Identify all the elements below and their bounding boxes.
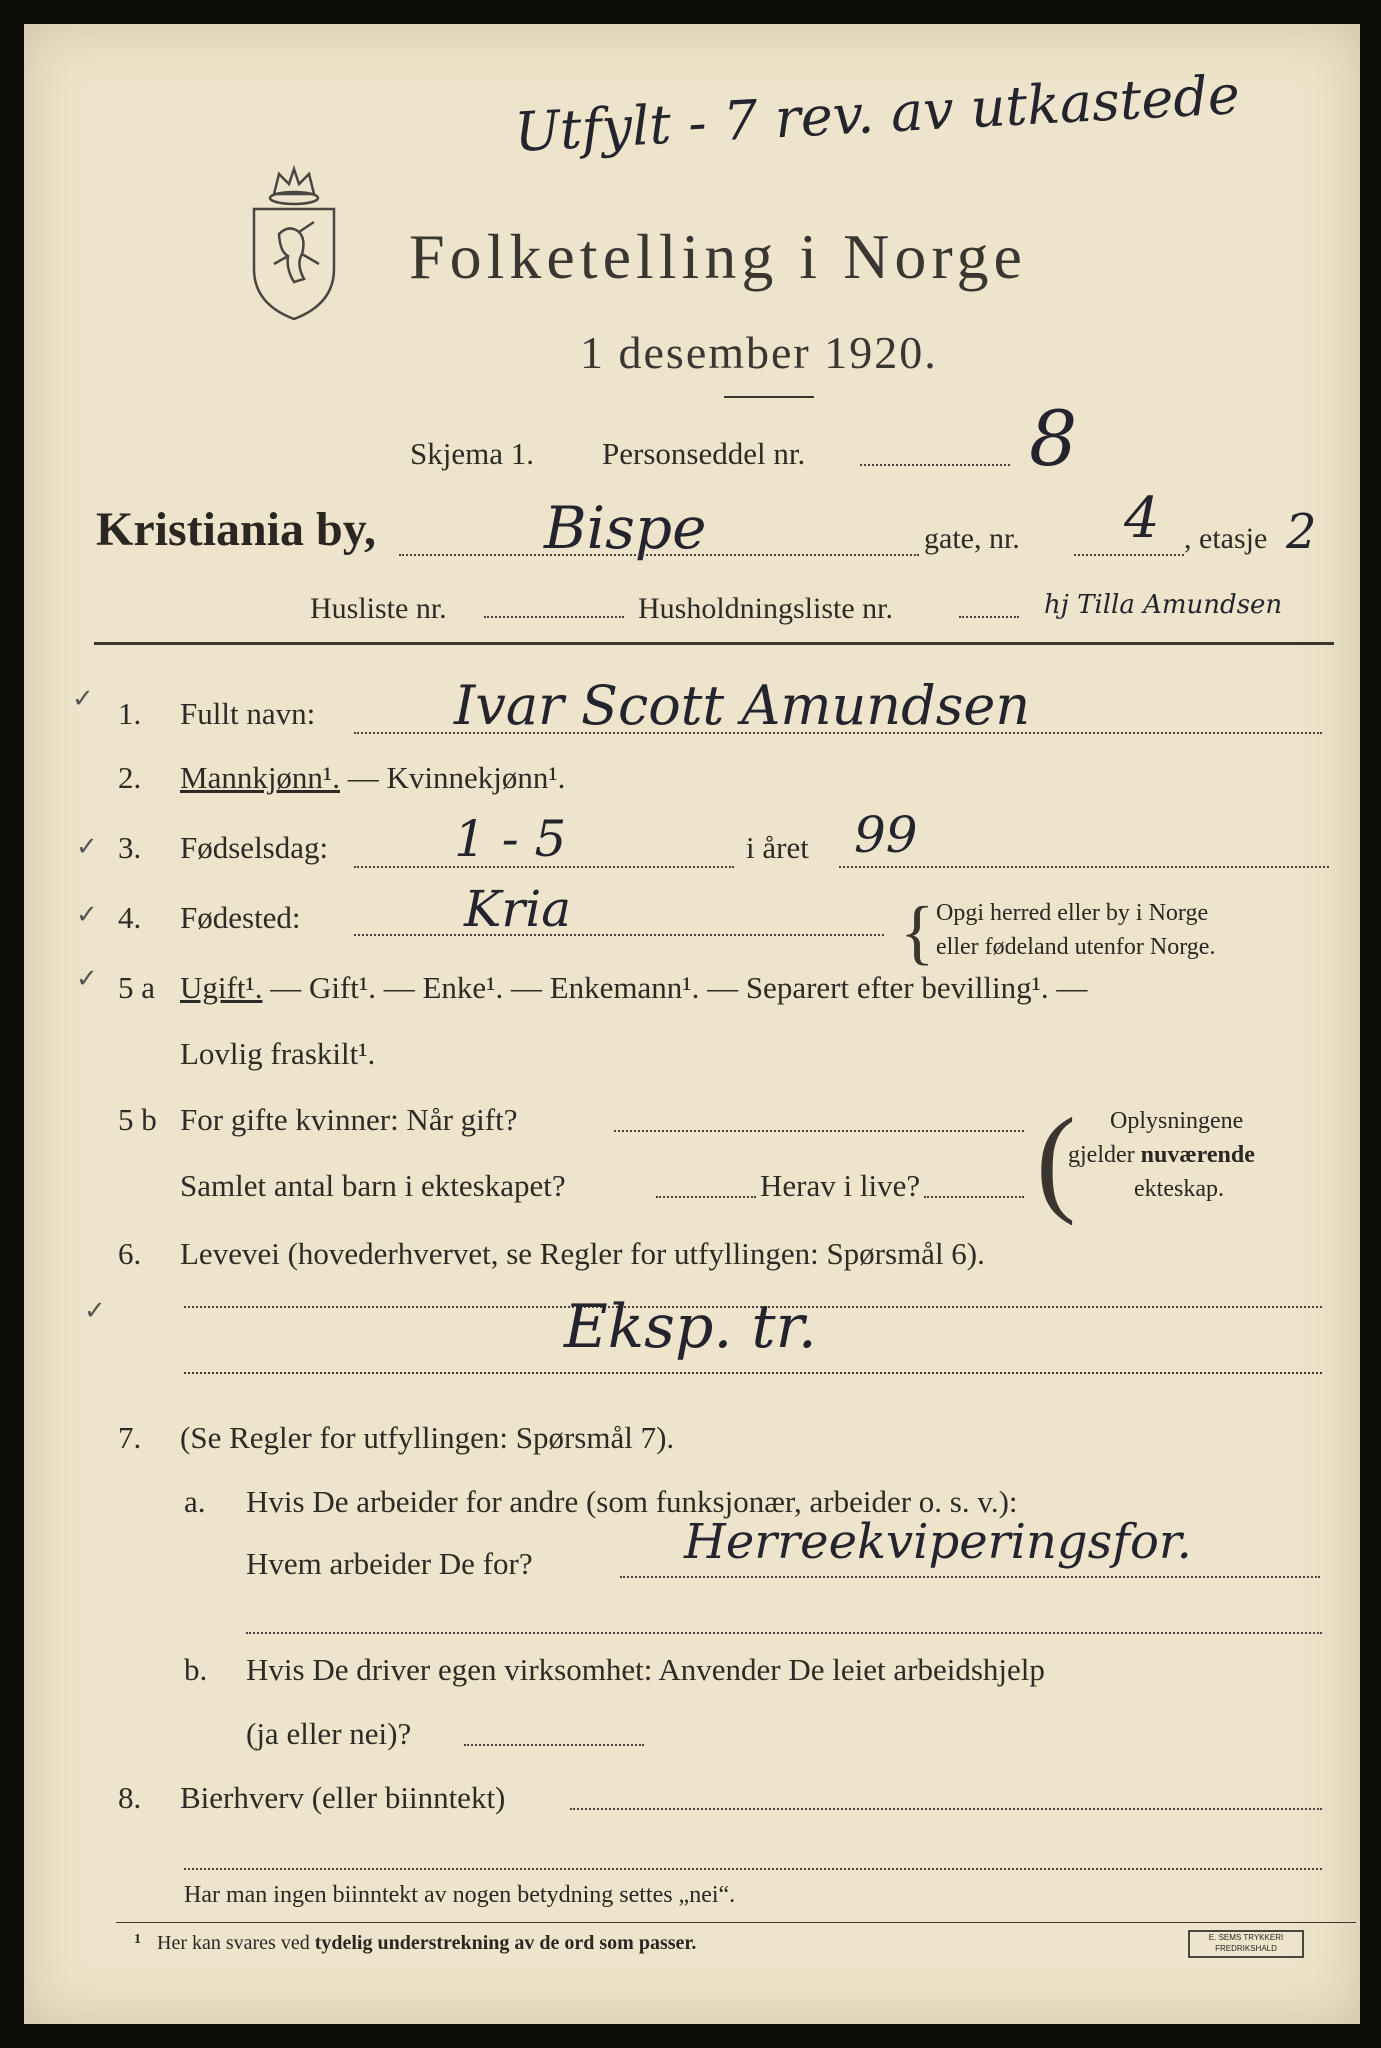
option-ugift[interactable]: Ugift¹. <box>180 970 263 1005</box>
q8-number: 8. <box>118 1780 142 1815</box>
q3-number: 3. <box>118 830 142 865</box>
husliste-label: Husliste nr. <box>310 592 447 625</box>
q1-number: 1. <box>118 696 142 731</box>
no-income-note: Har man ingen biinntekt av nogen betydning settes „nei“. <box>184 1882 736 1908</box>
year-dots <box>839 866 1329 868</box>
q5a-options <box>180 970 1087 1006</box>
q5a-number: 5 a <box>118 970 156 1005</box>
q4-label: Fødested: <box>180 900 301 935</box>
husliste-dots <box>484 616 624 618</box>
personseddel-value[interactable]: 8 <box>1029 394 1078 483</box>
check-mark-icon: ✓ <box>76 832 98 862</box>
footer-separator <box>116 1922 1356 1923</box>
etasje-label: , etasje <box>1184 522 1268 555</box>
birthdate-value[interactable]: 1 - 5 <box>454 810 567 868</box>
brace-q5b: ( <box>1036 1093 1076 1226</box>
q7-number: 7. <box>118 1420 142 1455</box>
footnote <box>134 1932 696 1955</box>
q6-label: Levevei (hovederhvervet, se Regler for utfyllingen: Spørsmål 6). <box>180 1236 985 1271</box>
q5b-number: 5 b <box>118 1102 157 1137</box>
birthplace-dots <box>354 934 884 936</box>
q7b-label: Hvis De driver egen virksomhet: Anvender De leiet arbeidshjelp <box>246 1652 1045 1687</box>
side-income-dots-2 <box>184 1868 1322 1870</box>
q2-number: 2. <box>118 760 142 795</box>
q5b-note-2b: nuværende <box>1140 1142 1255 1168</box>
option-lovlig-fraskilt[interactable]: Lovlig fraskilt¹. <box>180 1036 376 1071</box>
q2-separator: — <box>339 760 387 795</box>
gate-label: gate, nr. <box>924 522 1020 555</box>
house-number-value[interactable]: 4 <box>1124 486 1160 551</box>
q7a-label: Hvis De arbeider for andre (som funksjonær, arbeider o. s. v.): <box>246 1484 1018 1519</box>
q5b-note-2 <box>1068 1142 1255 1169</box>
q7-label: (Se Regler for utfyllingen: Spørsmål 7). <box>180 1420 675 1455</box>
q5b-note-2a: gjelder <box>1068 1142 1141 1168</box>
birthplace-value[interactable]: Kria <box>464 880 572 938</box>
occupation-line-2 <box>184 1372 1322 1374</box>
personseddel-dots <box>860 464 1010 466</box>
header-separator <box>94 642 1334 645</box>
check-mark-icon: ✓ <box>84 1296 106 1326</box>
form-title: Folketelling i Norge <box>409 221 1027 292</box>
check-mark-icon: ✓ <box>76 900 98 930</box>
etasje-value[interactable]: 2 <box>1286 504 1317 560</box>
employer-value[interactable]: Herreekviperingsfor. <box>684 1514 1192 1570</box>
occupation-value[interactable]: Eksp. tr. <box>564 1292 817 1362</box>
birth-year-value[interactable]: 99 <box>854 806 918 864</box>
husholdning-dots <box>959 616 1019 618</box>
q1-label: Fullt navn: <box>180 696 316 731</box>
city-label: Kristiania by, <box>96 503 377 556</box>
house-number-dots <box>1074 554 1184 556</box>
side-income-dots <box>570 1808 1322 1810</box>
birthplace-note-2: eller fødeland utenfor Norge. <box>936 934 1216 960</box>
check-mark-icon: ✓ <box>72 684 94 714</box>
footnote-text-b: tydelig understrekning av de ord som passer. <box>314 1932 697 1954</box>
census-form-page <box>24 24 1360 2024</box>
handwritten-annotation: Utfylt - 7 rev. av utkastede <box>512 63 1242 164</box>
street-name-value[interactable]: Bispe <box>544 494 707 562</box>
q6-number: 6. <box>118 1236 142 1271</box>
year-label: i året <box>746 830 809 865</box>
birthplace-note-1: Opgi herred eller by i Norge <box>936 900 1209 926</box>
footnote-mark: 1 <box>134 1932 141 1947</box>
employer-dots <box>620 1576 1320 1578</box>
full-name-value[interactable]: Ivar Scott Amundsen <box>454 674 1031 737</box>
hired-help-dots <box>464 1744 644 1746</box>
q3-label: Fødselsdag: <box>180 830 329 865</box>
children-label: Samlet antal barn i ekteskapet? <box>180 1168 566 1203</box>
schema-label: Skjema 1. <box>410 436 534 471</box>
alive-label: Herav i live? <box>760 1168 921 1203</box>
coat-of-arms-icon <box>244 164 344 329</box>
footnote-text-a: Her kan svares ved <box>157 1932 315 1954</box>
married-when-dots <box>614 1130 1024 1132</box>
brace-q4: { <box>900 892 935 972</box>
husholdning-value[interactable]: hj Tilla Amundsen <box>1044 590 1283 620</box>
street-dots <box>399 554 919 556</box>
alive-dots <box>924 1196 1024 1198</box>
title-divider <box>724 396 814 398</box>
personseddel-label: Personseddel nr. <box>602 436 806 471</box>
q7b-label-2: (ja eller nei)? <box>246 1716 412 1751</box>
printer-stamp-text: E. SEMS TRYKKERI FREDRIKSHALD <box>1208 1933 1284 1953</box>
q5a-other-options[interactable]: — Gift¹. — Enke¹. — Enkemann¹. — Separert efter bevilling¹. — <box>262 970 1088 1005</box>
check-mark-icon: ✓ <box>76 964 98 994</box>
q5b-label: For gifte kvinner: Når gift? <box>180 1102 518 1137</box>
printer-stamp <box>1188 1930 1304 1958</box>
q8-label: Bierhverv (eller biinntekt) <box>180 1780 506 1815</box>
census-date: 1 desember 1920. <box>580 327 938 378</box>
employer-dots-2 <box>246 1632 1322 1634</box>
q7a-letter: a. <box>184 1484 206 1519</box>
q2-options <box>180 760 565 796</box>
husholdning-label: Husholdningsliste nr. <box>638 592 894 625</box>
q5b-note-3: ekteskap. <box>1134 1176 1224 1202</box>
option-kvinnekjonn[interactable]: Kvinnekjønn¹. <box>386 760 566 795</box>
q4-number: 4. <box>118 900 142 935</box>
q7b-letter: b. <box>184 1652 208 1687</box>
children-dots <box>656 1196 756 1198</box>
option-mannkjonn[interactable]: Mannkjønn¹. <box>180 760 340 795</box>
q5b-note-1: Oplysningene <box>1110 1108 1244 1134</box>
q7a-label-2: Hvem arbeider De for? <box>246 1546 533 1581</box>
